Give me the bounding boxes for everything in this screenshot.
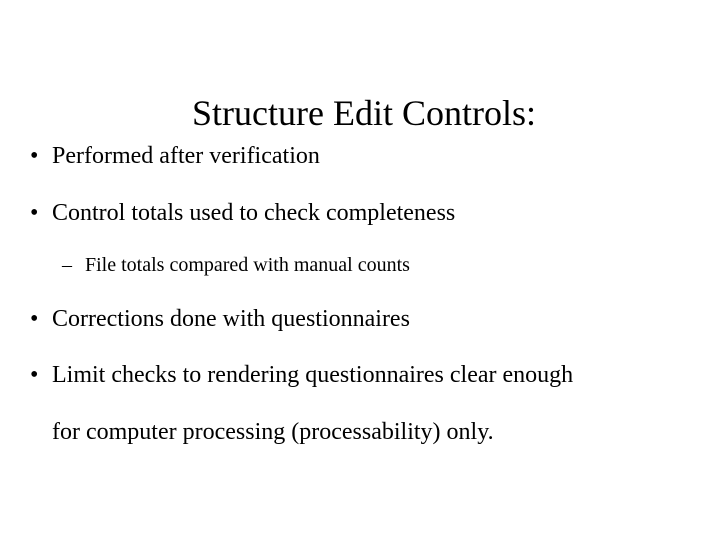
bullet-marker: • [30,200,39,226]
slide-title: Structure Edit Controls: [192,93,536,133]
bullet-text-line-2: for computer processing (processability) only. [52,419,494,445]
bullet-text: Performed after verification [52,143,320,169]
sub-bullet-marker: – [62,254,72,276]
bullet-text: Control totals used to check completeness [52,200,456,226]
bullet-text-line-1: Limit checks to rendering questionnaires clear enough [52,362,574,388]
bullet-text [52,347,573,461]
bullet-marker: • [30,362,39,388]
sub-bullet-text: File totals compared with manual counts [85,254,410,276]
bullet-text: Corrections done with questionnaires [52,306,410,332]
bullet-marker: • [30,143,39,169]
bullet-marker: • [30,306,39,332]
